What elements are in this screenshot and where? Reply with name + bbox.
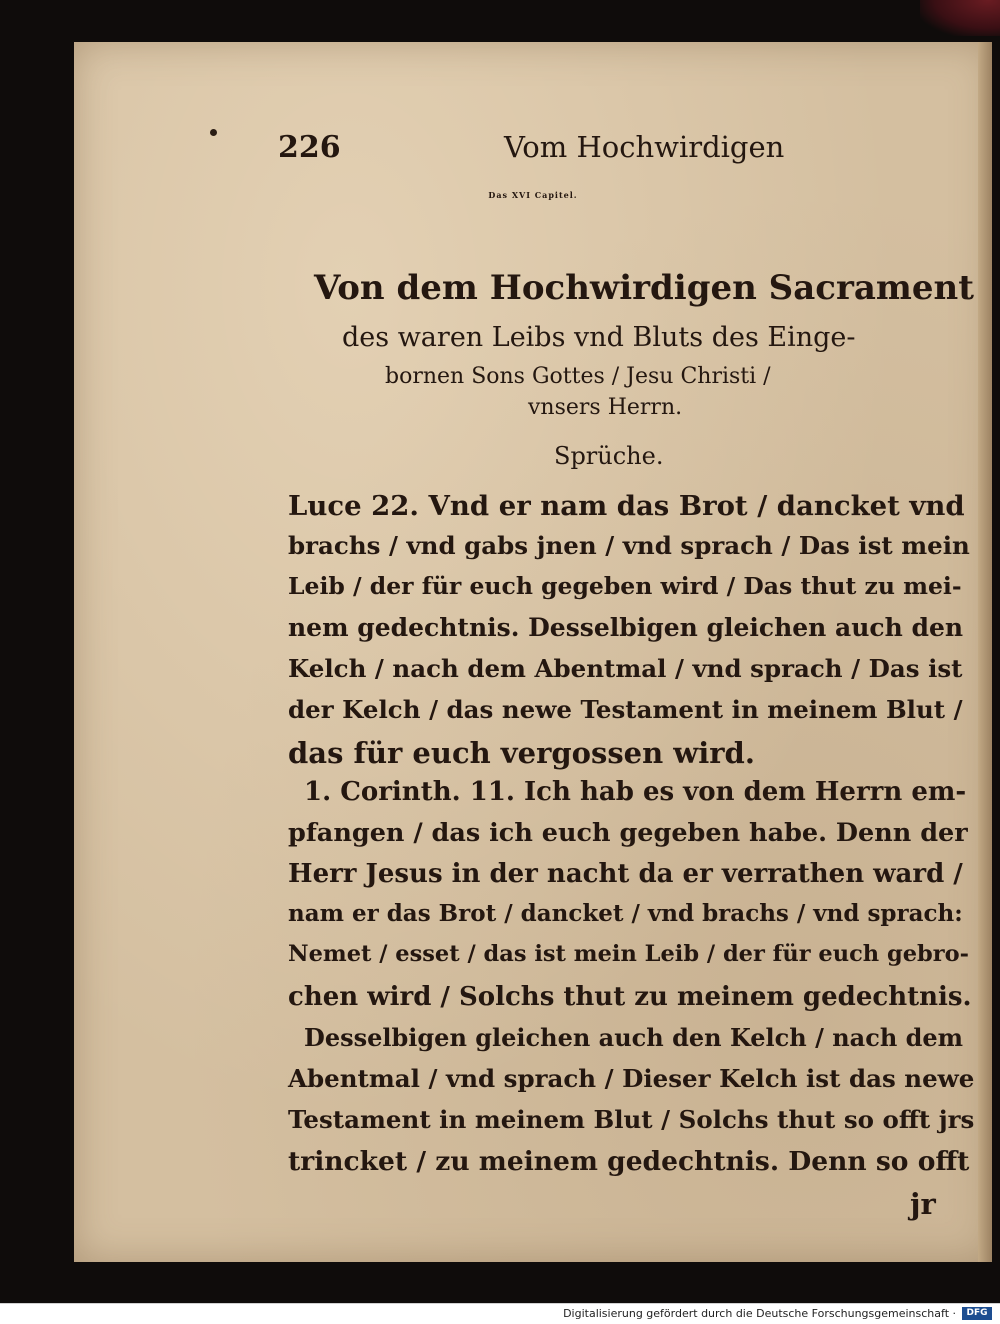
body-line: Desselbigen gleichen auch den Kelch / nach dem bbox=[304, 1023, 964, 1052]
body-line: Luce 22. Vnd er nam das Brot / dancket vnd bbox=[288, 490, 965, 522]
body-line: chen wird / Solchs thut zu meinem gedechtnis. bbox=[288, 982, 972, 1012]
book-corner bbox=[920, 0, 1000, 36]
body-line: Leib / der für euch gegeben wird / Das thut zu mei- bbox=[288, 572, 962, 600]
body-line: pfangen / das ich euch gegeben habe. Denn der bbox=[288, 818, 968, 848]
body-line: 1. Corinth. 11. Ich hab es von dem Herrn em- bbox=[304, 777, 967, 807]
body-line: Nemet / esset / das ist mein Leib / der für euch gebro- bbox=[288, 941, 969, 967]
body-line: Kelch / nach dem Abentmal / vnd sprach / Das ist bbox=[288, 654, 963, 683]
ink-dot bbox=[210, 129, 217, 136]
footer-bar bbox=[0, 1303, 1000, 1324]
running-head: Vom Hochwirdigen bbox=[504, 130, 785, 164]
body-line: nem gedechtnis. Desselbigen gleichen auch den bbox=[288, 613, 964, 642]
chapter-subtitle-line: Von dem Hochwirdigen Sacrament bbox=[314, 268, 974, 308]
body-line: Abentmal / vnd sprach / Dieser Kelch ist das newe bbox=[288, 1064, 975, 1093]
chapter-subtitle-line: vnsers Herrn. bbox=[528, 395, 683, 420]
body-line: trincket / zu meinem gedechtnis. Denn so offt bbox=[288, 1146, 970, 1177]
book-page bbox=[74, 42, 992, 1262]
body-line: der Kelch / das newe Testament in meinem Blut / bbox=[288, 695, 963, 724]
footer-credit: Digitalisierung gefördert durch die Deutsche Forschungsgemeinschaft · bbox=[563, 1307, 956, 1320]
catchword: jr bbox=[910, 1187, 936, 1221]
body-line: nam er das Brot / dancket / vnd brachs / vnd sprach: bbox=[288, 900, 963, 927]
chapter-subtitle-line: des waren Leibs vnd Bluts des Einge- bbox=[342, 322, 856, 353]
body-line: Herr Jesus in der nacht da er verrathen ward / bbox=[288, 859, 963, 889]
page-edge bbox=[978, 42, 992, 1262]
chapter-subtitle-line: bornen Sons Gottes / Jesu Christi / bbox=[385, 364, 771, 389]
chapter-title: Das XVI Capitel. bbox=[488, 190, 578, 200]
body-line: brachs / vnd gabs jnen / vnd sprach / Das ist mein bbox=[288, 531, 970, 560]
body-line: das für euch vergossen wird. bbox=[288, 736, 755, 770]
page-number: 226 bbox=[278, 130, 341, 165]
body-line: Testament in meinem Blut / Solchs thut so offt jrs bbox=[288, 1105, 975, 1134]
section-heading: Sprüche. bbox=[554, 442, 664, 470]
dfg-logo: DFG bbox=[962, 1307, 992, 1320]
